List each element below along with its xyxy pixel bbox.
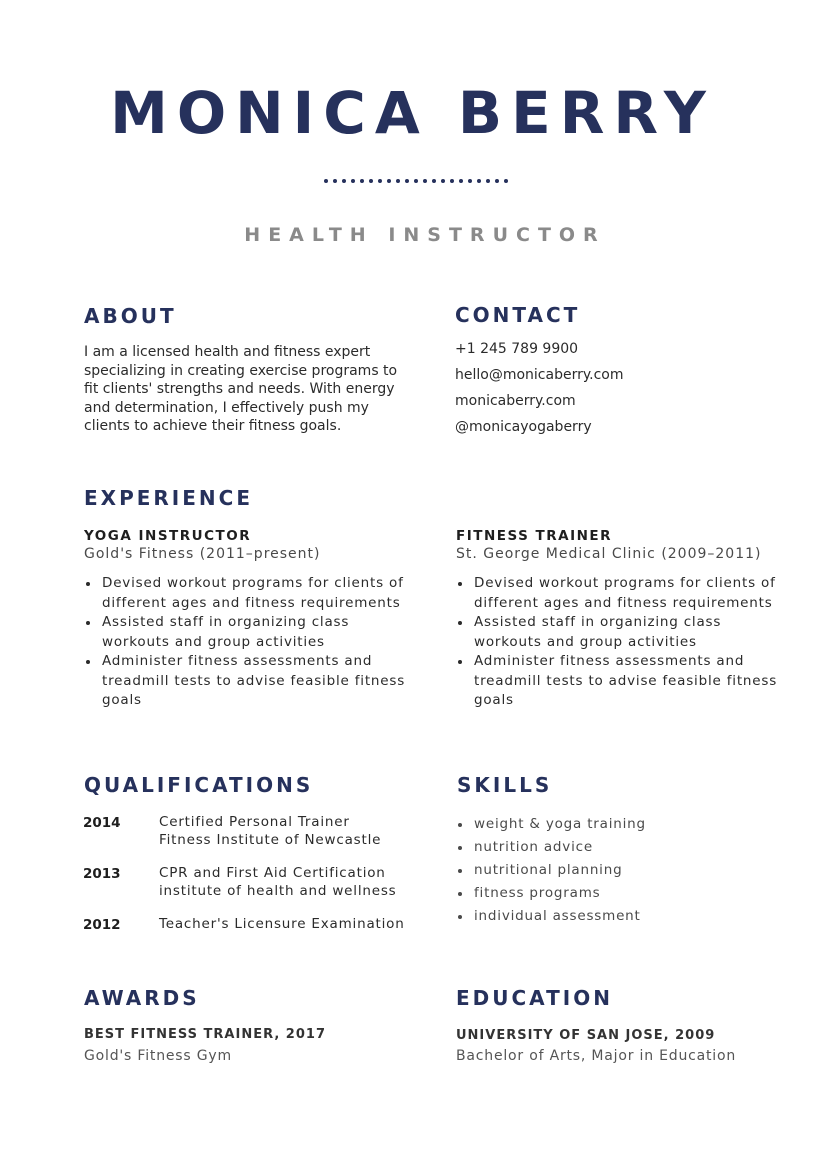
list-item: individual assessment xyxy=(456,905,646,928)
qualification-year: 2014 xyxy=(83,815,121,831)
qualifications-heading: QUALIFICATIONS xyxy=(84,773,314,797)
qualification-entry xyxy=(159,916,405,934)
qualification-institution: institute of health and wellness xyxy=(159,882,397,899)
award-organization: Gold's Fitness Gym xyxy=(84,1048,232,1064)
contact-phone[interactable]: +1 245 789 9900 xyxy=(455,341,579,357)
job-bullets xyxy=(84,574,414,711)
education-degree: Bachelor of Arts, Major in Education xyxy=(456,1048,737,1064)
list-item: fitness programs xyxy=(456,882,646,905)
job-bullets xyxy=(456,574,781,711)
contact-heading: CONTACT xyxy=(455,303,581,327)
skills-heading: SKILLS xyxy=(457,773,553,797)
education-heading: EDUCATION xyxy=(456,986,613,1010)
qualification-entry xyxy=(159,814,381,849)
contact-website[interactable]: monicaberry.com xyxy=(455,393,576,409)
experience-job-2 xyxy=(456,528,781,711)
list-item: Assisted staff in organizing class workouts and group activities xyxy=(84,613,414,652)
list-item: Administer fitness assessments and treadmill tests to advise feasible fitness goals xyxy=(456,652,781,711)
resume-name: MONICA BERRY xyxy=(110,79,715,147)
qualification-year: 2013 xyxy=(83,866,121,882)
about-text: I am a licensed health and fitness expert specializing in creating exercise programs to fit clients' strengths and needs. With energy and determination, I effectively push my clients to achieve their fitness goals. xyxy=(84,344,398,434)
about-heading: ABOUT xyxy=(84,304,177,328)
awards-heading: AWARDS xyxy=(84,986,200,1010)
qualification-name: Teacher's Licensure Examination xyxy=(159,916,405,932)
contact-email[interactable]: hello@monicaberry.com xyxy=(455,367,624,383)
award-name: BEST FITNESS TRAINER, 2017 xyxy=(84,1027,326,1042)
qualification-year: 2012 xyxy=(83,917,121,933)
qualification-institution: Fitness Institute of Newcastle xyxy=(159,831,382,848)
decorative-dot-divider xyxy=(324,179,508,183)
job-title: YOGA INSTRUCTOR xyxy=(84,528,252,544)
list-item: nutritional planning xyxy=(456,859,646,882)
list-item: nutrition advice xyxy=(456,836,646,859)
job-company: St. George Medical Clinic (2009–2011) xyxy=(456,546,762,562)
list-item: Assisted staff in organizing class workouts and group activities xyxy=(456,613,781,652)
list-item: Administer fitness assessments and treadmill tests to advise feasible fitness goals xyxy=(84,652,414,711)
qualification-name: CPR and First Aid Certification xyxy=(159,865,386,881)
job-company: Gold's Fitness (2011–present) xyxy=(84,546,321,562)
experience-job-1 xyxy=(84,528,414,711)
contact-social[interactable]: @monicayogaberry xyxy=(455,419,592,435)
list-item: Devised workout programs for clients of different ages and fitness requirements xyxy=(84,574,414,613)
qualification-name: Certified Personal Trainer xyxy=(159,814,350,830)
job-role-subtitle: HEALTH INSTRUCTOR xyxy=(244,224,606,246)
experience-heading: EXPERIENCE xyxy=(84,486,253,510)
qualification-entry xyxy=(159,865,397,900)
skills-list xyxy=(456,813,646,928)
job-title: FITNESS TRAINER xyxy=(456,528,613,544)
education-school: UNIVERSITY OF SAN JOSE, 2009 xyxy=(456,1028,716,1043)
list-item: Devised workout programs for clients of different ages and fitness requirements xyxy=(456,574,781,613)
list-item: weight & yoga training xyxy=(456,813,646,836)
